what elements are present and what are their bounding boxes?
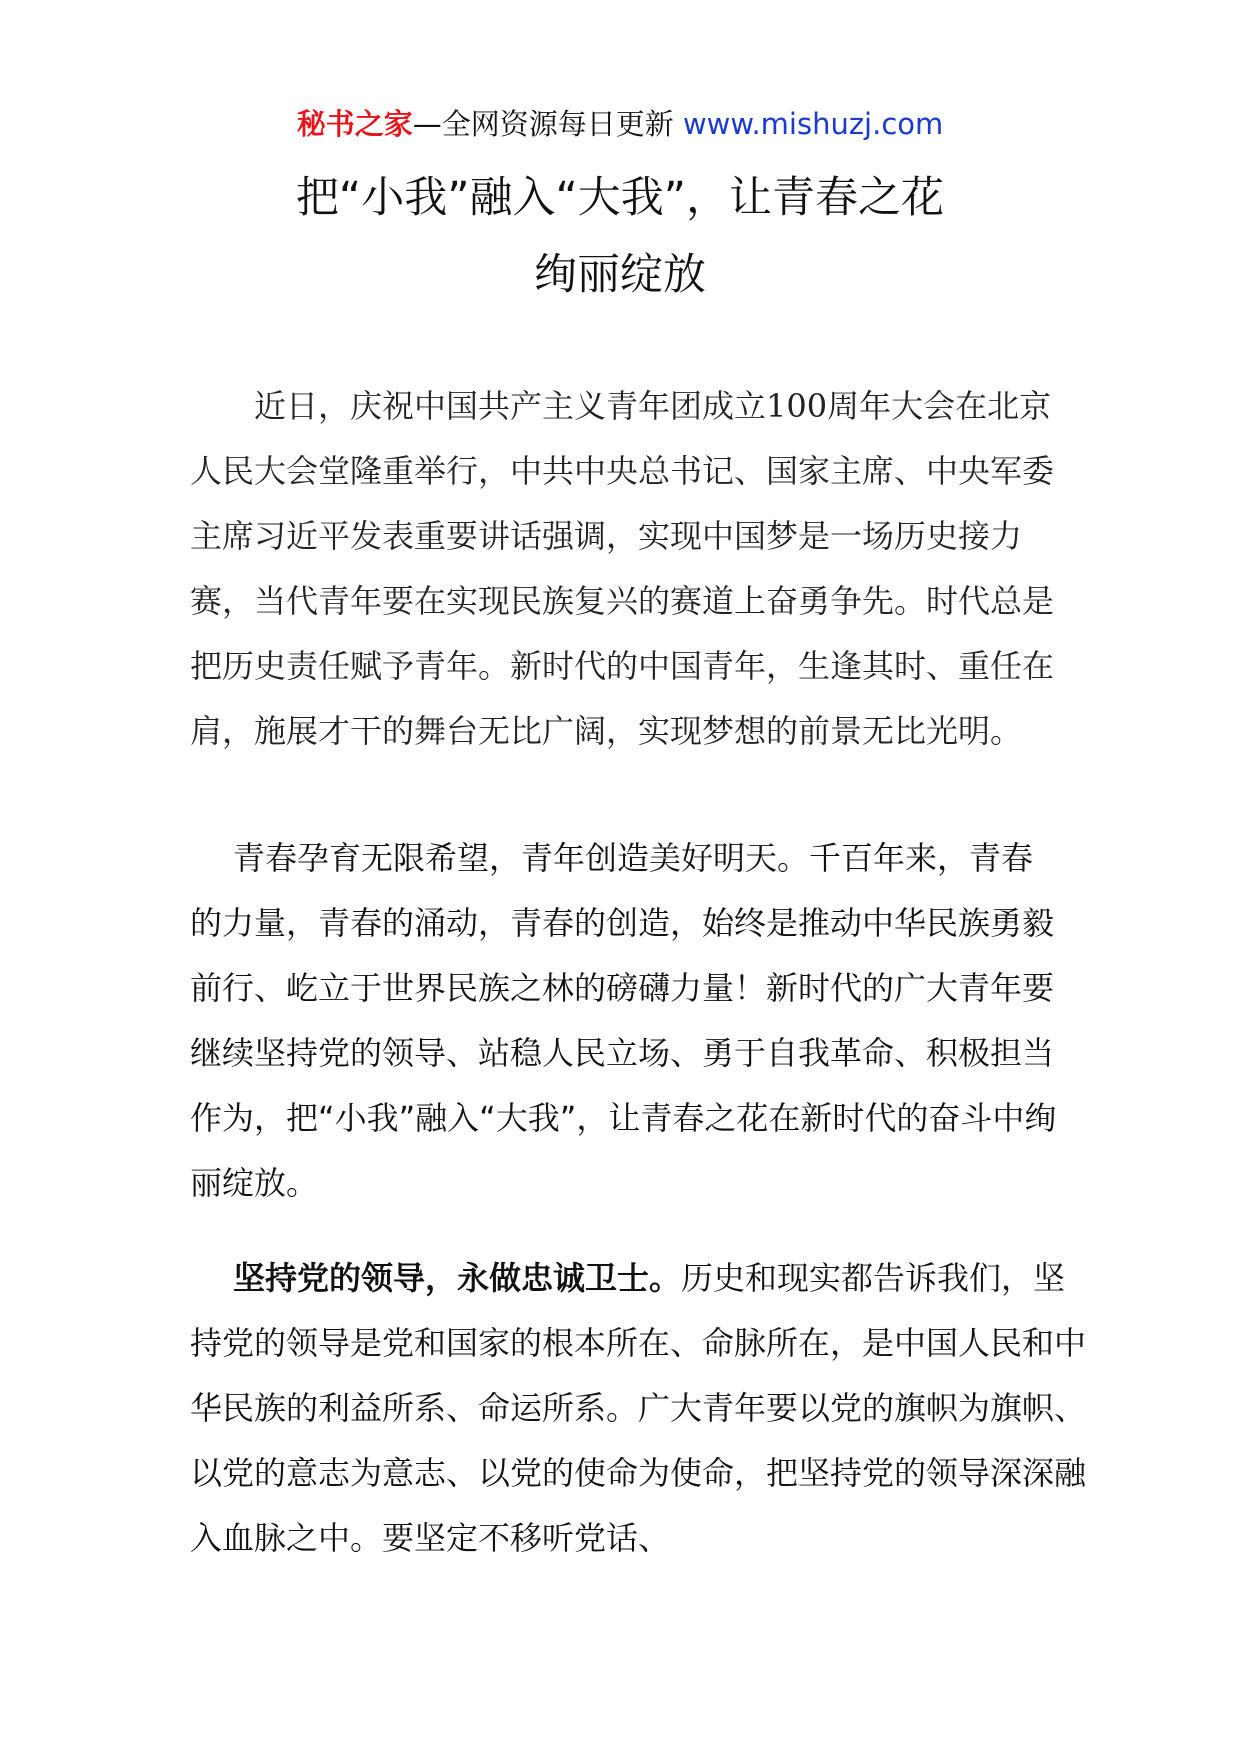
paragraph-2: 青春孕育无限希望，青年创造美好明天。千百年来，青春的力量，青春的涌动，青春的创造，始终是推动中华民族勇毅前行、屹立于世界民族之林的磅礴力量！新时代的广大青年要继续坚持党的领导、站稳人民立场、勇于自我革命、积极担当作为，把“小我”融入“大我”，让青春之花在新时代的奋斗中绚丽绽放。 xyxy=(190,839,1057,1202)
title-line-2: 绚丽绽放 xyxy=(534,250,706,300)
site-brand: 秘书之家 xyxy=(296,107,413,141)
site-tagline: —全网资源每日更新 xyxy=(412,107,683,141)
paragraph-3-body: 历史和现实都告诉我们，坚持党的领导是党和国家的根本所在、命脉所在，是中国人民和中华民族的利益所系、命运所系。广大青年要以党的旗帜为旗帜、以党的意志为意志、以党的使命为使命，把坚持党的领导深深融入血脉之中。要坚定不移听党话、 xyxy=(190,1259,1087,1557)
document-title xyxy=(190,160,1050,314)
title-line-1: 把“小我”融入“大我”，让青春之花 xyxy=(295,173,945,223)
paragraph-3 xyxy=(190,1246,1095,1571)
site-header xyxy=(0,104,1240,144)
site-url-link[interactable]: www.mishuzj.com xyxy=(682,107,944,141)
paragraph-1: 近日，庆祝中国共产主义青年团成立100周年大会在北京人民大会堂隆重举行，中共中央总书记、国家主席、中央军委主席习近平发表重要讲话强调，实现中国梦是一场历史接力赛，当代青年要在实现民族复兴的赛道上奋勇争先。时代总是把历史责任赋予青年。新时代的中国青年，生逢其时、重任在肩，施展才干的舞台无比广阔，实现梦想的前景无比光明。 xyxy=(190,387,1055,750)
paragraph-3-lead: 坚持党的领导，永做忠诚卫士。 xyxy=(233,1259,682,1297)
